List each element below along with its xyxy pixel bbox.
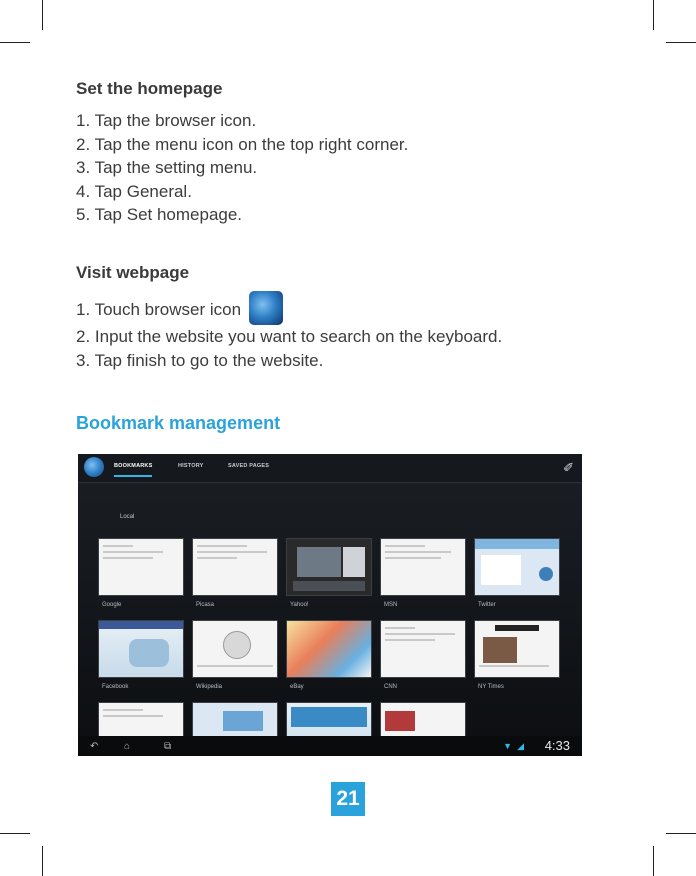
status-time: 4:33 bbox=[544, 738, 570, 753]
recent-apps-icon[interactable]: ⧉ bbox=[164, 741, 172, 752]
signal-icon: ◢ bbox=[517, 741, 524, 751]
bookmark-label: Picasa bbox=[196, 602, 215, 608]
bookmark-label: Yahoo! bbox=[290, 602, 309, 608]
bookmark-label: Facebook bbox=[102, 684, 129, 690]
list-item: 3. Tap finish to go to the website. bbox=[76, 350, 324, 370]
bookmark-label: Twitter bbox=[478, 602, 496, 608]
bookmark-label: CNN bbox=[384, 684, 397, 690]
folder-label: Local bbox=[120, 514, 135, 520]
bookmark-thumbnail[interactable] bbox=[192, 620, 278, 678]
homepage-heading: Set the homepage bbox=[76, 79, 223, 98]
crop-mark bbox=[653, 846, 654, 876]
bookmark-thumbnail[interactable] bbox=[474, 620, 560, 678]
bookmark-label: NY Times bbox=[478, 684, 504, 690]
list-item-text: 1. Touch browser icon bbox=[76, 300, 242, 319]
bookmark-thumbnail[interactable] bbox=[380, 620, 466, 678]
crop-mark bbox=[0, 833, 30, 834]
back-icon[interactable]: ↶ bbox=[90, 741, 99, 752]
browser-globe-icon bbox=[249, 291, 283, 325]
crop-mark bbox=[42, 0, 43, 30]
bookmark-thumbnail[interactable] bbox=[286, 620, 372, 678]
visit-heading: Visit webpage bbox=[76, 263, 190, 282]
list-item: 2. Input the website you want to search on the keyboard. bbox=[76, 327, 503, 346]
browser-tab-bar bbox=[78, 454, 582, 483]
list-item: 2. Tap the menu icon on the top right corner. bbox=[76, 134, 409, 154]
tab-saved-pages[interactable]: SAVED PAGES bbox=[228, 463, 270, 469]
tab-bookmarks[interactable]: BOOKMARKS bbox=[114, 463, 152, 477]
visit-steps bbox=[76, 291, 502, 372]
bookmark-label: Wikipedia bbox=[196, 684, 223, 690]
list-item: 3. Tap the setting menu. bbox=[76, 158, 258, 177]
bookmark-heading: Bookmark management bbox=[76, 413, 281, 433]
bookmark-label: Google bbox=[102, 602, 122, 608]
home-icon[interactable]: ⌂ bbox=[124, 741, 131, 752]
list-item: 4. Tap General. bbox=[76, 181, 192, 201]
page-number: 21 bbox=[331, 782, 365, 816]
list-item: 1. Tap the browser icon. bbox=[76, 111, 257, 130]
bookmark-thumbnail[interactable] bbox=[192, 538, 278, 596]
crop-mark bbox=[666, 42, 696, 43]
homepage-steps bbox=[76, 109, 408, 227]
list-item bbox=[76, 291, 502, 325]
settings-wrench-icon[interactable]: ✐ bbox=[563, 460, 574, 475]
bookmark-thumbnail[interactable] bbox=[286, 538, 372, 596]
tab-history[interactable]: HISTORY bbox=[178, 463, 204, 469]
system-nav-bar bbox=[78, 736, 582, 756]
bookmark-thumbnail[interactable] bbox=[380, 538, 466, 596]
browser-screenshot bbox=[78, 454, 582, 756]
crop-mark bbox=[42, 846, 43, 876]
browser-globe-icon bbox=[84, 457, 104, 477]
crop-mark bbox=[653, 0, 654, 30]
bookmark-thumbnail[interactable] bbox=[98, 538, 184, 596]
bookmark-thumbnail[interactable] bbox=[474, 538, 560, 596]
bookmark-label: MSN bbox=[384, 602, 398, 608]
list-item: 5. Tap Set homepage. bbox=[76, 205, 243, 224]
crop-mark bbox=[666, 833, 696, 834]
bookmark-thumbnail[interactable] bbox=[98, 620, 184, 678]
bookmark-label: eBay bbox=[290, 684, 304, 690]
crop-mark bbox=[0, 42, 30, 43]
wifi-icon: ▼ bbox=[503, 741, 512, 751]
